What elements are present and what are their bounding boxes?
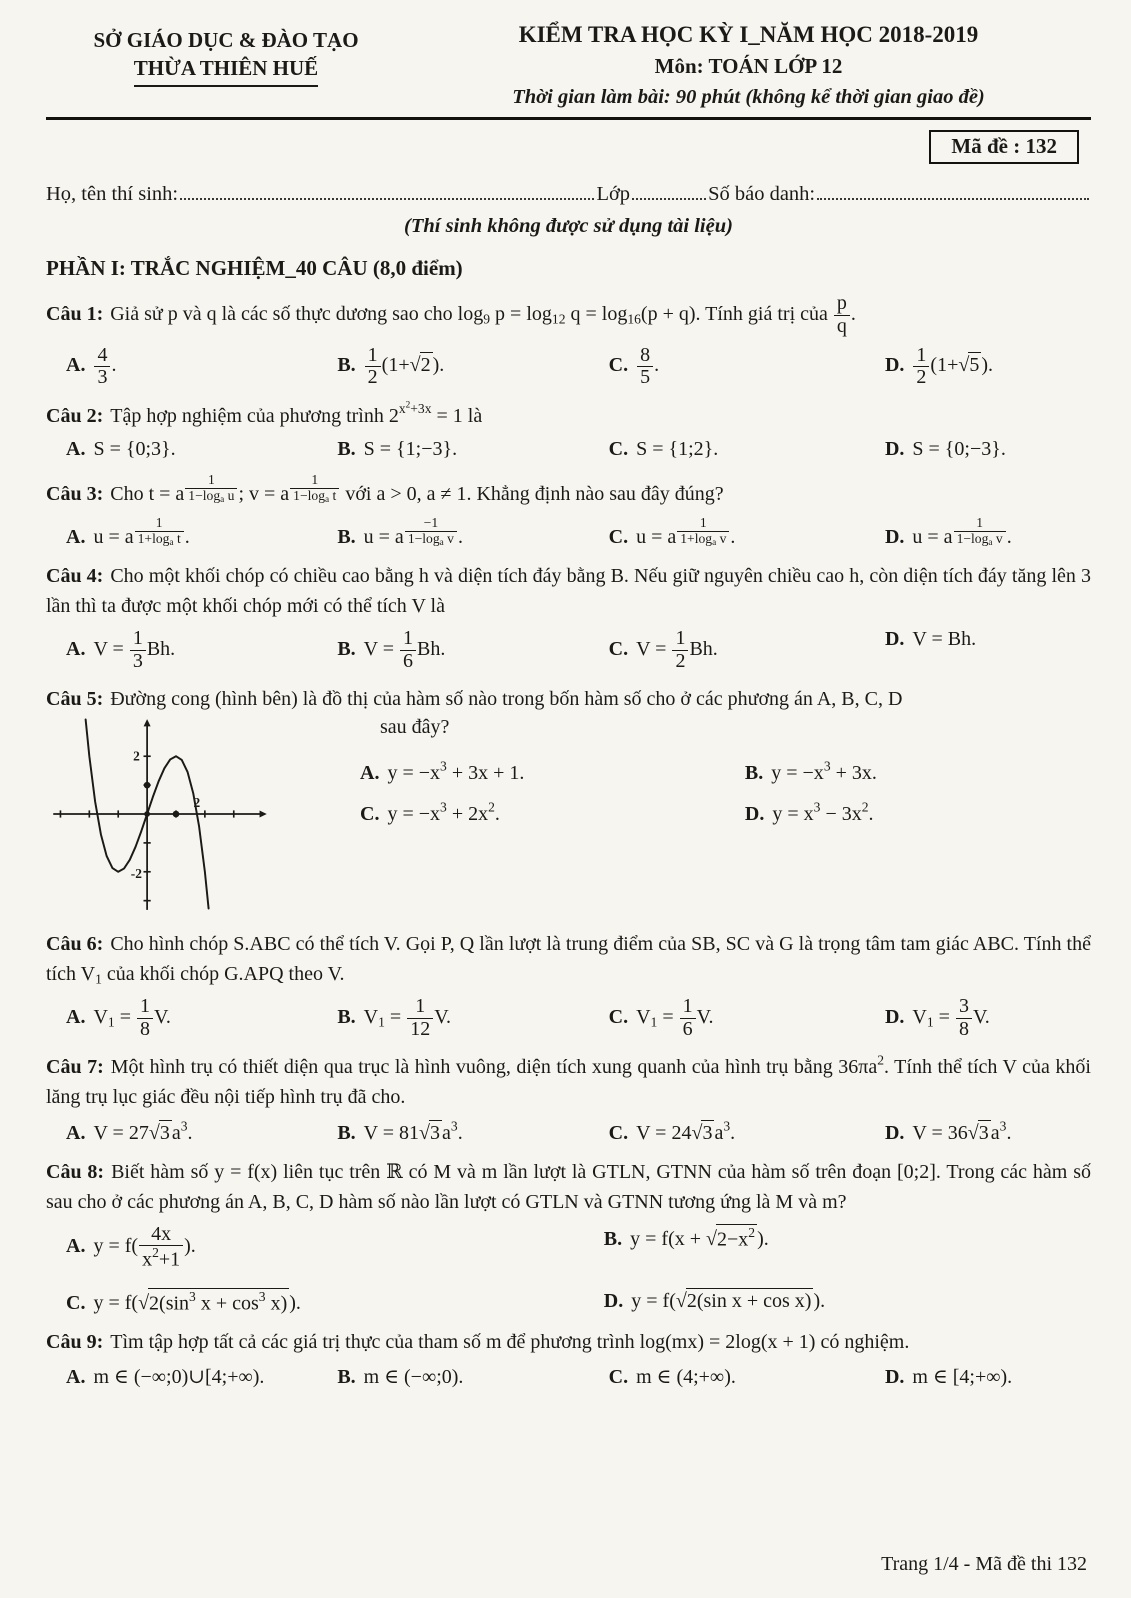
option-text: S = {1;−3}.	[363, 437, 458, 460]
option-letter: D.	[884, 1365, 905, 1388]
option-letter: A.	[66, 1121, 86, 1144]
student-name-field	[180, 178, 594, 201]
option-letter: A.	[66, 354, 86, 377]
question-text-continued: sau đây?	[380, 716, 450, 739]
option-text: $y = -x^3 + 3x$.	[771, 758, 877, 784]
exam-code-box: Mã đề : 132	[929, 130, 1079, 164]
question-number: Câu 4:	[46, 565, 104, 588]
question-number: Câu 6:	[46, 933, 104, 956]
option-a	[66, 1364, 327, 1389]
option-letter: C.	[608, 526, 629, 549]
option-a	[66, 996, 327, 1040]
option-text: $y = f(√2(\sin^3$ $x + \cos^3 x$) ).	[93, 1288, 301, 1314]
question-text: Cho t = a $^{\frac{1}{1-\log_a u}}$ ; v = a $^{\frac{1}{1-\log_a t}}$ với a > 0, a ≠ 1. Khẳng định nào sau đây đúng?	[110, 471, 724, 505]
option-letter: D.	[884, 354, 905, 377]
option-text: y = f( $\frac{4x}{x^2+1}$ ).	[93, 1222, 196, 1271]
option-a	[66, 345, 327, 389]
option-text: V = $\frac{1}{3}$ Bh.	[93, 627, 176, 672]
option-letter: C.	[608, 1121, 629, 1144]
option-text: V = 36√3 $a^3$.	[912, 1118, 1012, 1144]
option-letter: B.	[337, 1121, 356, 1144]
option-c	[360, 801, 735, 826]
option-text: $V_1$ = $\frac{1}{8}$ V.	[93, 995, 171, 1040]
question-text: Cho hình chóp S.ABC có thể tích V. Gọi P, Q lần lượt là trung điểm của SB, SC và G là trọng tâm tam giác ABC. Tính thể tích $V_1$ của khối chóp G.APQ theo V.	[46, 933, 1091, 987]
question-5	[46, 684, 1091, 917]
option-b	[337, 1364, 598, 1389]
question-text: Một hình trụ có thiết diện qua trục là hình vuông, diện tích xung quanh của hình trụ bằng $36\pi a^2$. Tính thể tích V của khối lăng trụ lục giác đều nội tiếp hình trụ đã cho.	[46, 1053, 1091, 1109]
part1-title: PHẦN I: TRẮC NGHIỆM_40 CÂU (8,0 điểm)	[46, 256, 463, 281]
option-text: m ∈ [4;+∞).	[912, 1365, 1013, 1388]
option-d	[604, 1288, 1091, 1313]
option-letter: B.	[744, 761, 764, 784]
answer-options	[46, 1224, 1091, 1315]
answer-options	[360, 759, 1091, 826]
option-b	[337, 345, 598, 389]
option-text: S = {0;−3}.	[912, 437, 1006, 460]
option-letter: B.	[337, 1005, 356, 1028]
option-d	[885, 438, 1091, 461]
option-d	[885, 628, 1091, 651]
option-b	[337, 628, 598, 672]
exam-subject: Môn: TOÁN LỚP 12	[654, 53, 843, 78]
question-text: Giả sử p và q là các số thực dương sao cho $\log_9 p = \log_{12} q = \log_{16}(p + q)$. Tính giá trị của $\frac{p}{q}$ .	[110, 292, 856, 337]
issuing-authority	[46, 14, 406, 87]
option-letter: A.	[66, 637, 86, 660]
option-text: $y = x^3 - 3x^2$.	[772, 799, 874, 826]
option-letter: B.	[337, 1365, 356, 1388]
option-text: V = 81√3 $a^3$.	[363, 1118, 463, 1144]
answer-options	[46, 1364, 1091, 1389]
student-name-label: Họ, tên thí sinh:	[46, 183, 179, 206]
option-letter: A.	[66, 1365, 86, 1388]
option-letter: C.	[608, 437, 629, 460]
option-letter: A.	[360, 761, 380, 784]
answer-options	[46, 516, 1091, 549]
option-letter: D.	[884, 1005, 905, 1028]
question-2	[46, 401, 1091, 461]
option-c	[609, 996, 875, 1040]
student-id-field	[817, 178, 1089, 201]
option-d	[885, 1119, 1091, 1144]
question-text: Cho một khối chóp có chiều cao bằng h và diện tích đáy bằng B. Nếu giữ nguyên chiều cao h, còn diện tích đáy tăng lên 3 lần thì ta được một khối chóp mới có thể tích V là	[46, 565, 1091, 618]
option-text: V = Bh.	[912, 628, 977, 651]
option-text: $V_1$ = $\frac{1}{6}$ V.	[636, 995, 714, 1040]
option-letter: A.	[66, 437, 86, 460]
exam-code-row	[46, 130, 1079, 164]
option-letter: A.	[66, 1005, 86, 1028]
authority-line2: THỪA THIÊN HUẾ	[134, 54, 318, 86]
cubic-curve-figure	[46, 716, 274, 912]
option-text: V = 24√3 $a^3$.	[636, 1118, 736, 1144]
option-letter: D.	[603, 1289, 624, 1312]
question-text: Tập hợp nghiệm của phương trình $2^{x^2+3x} = 1$ là	[110, 399, 483, 427]
option-c	[609, 516, 875, 549]
y-axis-label-2: 2	[133, 748, 140, 764]
option-text: S = {0;3}.	[93, 437, 176, 460]
question-number: Câu 8:	[46, 1160, 105, 1183]
option-letter: D.	[884, 628, 905, 651]
option-letter: C.	[608, 637, 629, 660]
option-a	[360, 759, 735, 784]
student-info-line	[46, 178, 1091, 207]
option-d	[745, 801, 1091, 826]
option-text: $\frac{1}{2}$ (1+√5 ).	[912, 354, 993, 376]
option-d	[885, 345, 1091, 389]
option-text: V = $\frac{1}{2}$ Bh.	[636, 627, 718, 672]
question-text: Biết hàm số y = f(x) liên tục trên ℝ có M và m lần lượt là GTLN, GTNN của hàm số trên đoạn [0;2]. Trong các hàm số sau cho ở các phương án A, B, C, D hàm số nào lần lượt có GTLN và GTNN tương ứng là M và m?	[46, 1160, 1091, 1213]
option-b	[337, 996, 598, 1040]
function-graph	[46, 716, 274, 917]
option-letter: B.	[337, 637, 356, 660]
option-d	[885, 516, 1091, 549]
exam-duration: Thời gian làm bài: 90 phút (không kể thời gian giao đề)	[512, 86, 985, 109]
question-text: Đường cong (hình bên) là đồ thị của hàm số nào trong bốn hàm số cho ở các phương án A, B, C, D	[110, 688, 903, 711]
x-axis-label-2: 2	[193, 795, 201, 811]
option-letter: D.	[884, 437, 905, 460]
option-c	[609, 1119, 875, 1144]
page-footer: Trang 1/4 - Mã đề thi 132	[881, 1553, 1087, 1575]
option-letter: A.	[66, 526, 86, 549]
option-text: $V_1$ = $\frac{3}{8}$ V.	[912, 995, 990, 1040]
option-text: m ∈ (4;+∞).	[636, 1365, 736, 1388]
option-text: S = {1;2}.	[636, 437, 719, 460]
origin-point	[144, 811, 150, 817]
option-text: V = 27√3 $a^3$.	[93, 1118, 193, 1144]
question-9	[46, 1327, 1091, 1389]
option-d	[885, 996, 1091, 1040]
option-a	[66, 1119, 327, 1144]
question-number: Câu 7:	[46, 1056, 104, 1079]
option-letter: B.	[603, 1228, 623, 1251]
option-a	[66, 516, 327, 549]
option-letter: B.	[337, 437, 356, 460]
option-b	[337, 516, 598, 549]
question-number: Câu 5:	[46, 688, 104, 711]
option-letter: D.	[884, 1121, 905, 1144]
option-c	[609, 345, 875, 389]
option-b	[337, 438, 598, 461]
option-text: $y = -x^3 + 3x + 1$.	[387, 758, 525, 784]
option-text: $\frac{4}{3}$ .	[93, 354, 116, 376]
point-x1	[173, 811, 180, 818]
option-letter: B.	[337, 526, 356, 549]
option-c	[66, 1288, 594, 1315]
student-class-label: Lớp	[596, 183, 631, 206]
option-text: m ∈ (−∞;0).	[363, 1365, 464, 1388]
exam-title: KIỂM TRA HỌC KỲ I_NĂM HỌC 2018-2019	[518, 22, 979, 47]
option-text: y = f(√2(sin x + cos x) ).	[631, 1289, 826, 1312]
question-3	[46, 473, 1091, 549]
option-a	[66, 1224, 594, 1272]
option-text: u = a $^{\frac{-1}{1-\log_a v}}$ .	[363, 514, 463, 549]
exam-title-block	[406, 14, 1091, 111]
header-divider	[46, 117, 1091, 120]
option-letter: D.	[744, 803, 765, 826]
point-y1	[144, 782, 151, 789]
answer-options	[46, 996, 1091, 1040]
option-letter: B.	[337, 354, 356, 377]
option-c	[609, 1364, 875, 1389]
option-c	[609, 628, 875, 672]
question-1	[46, 293, 1091, 388]
option-a	[66, 628, 327, 672]
option-b	[604, 1224, 1091, 1251]
option-letter: A.	[66, 1235, 86, 1258]
option-text: $y = -x^3 + 2x^2$.	[387, 799, 500, 826]
answer-options	[46, 628, 1091, 672]
question-8	[46, 1157, 1091, 1315]
option-b	[337, 1119, 598, 1144]
option-text: $\frac{8}{5}$ .	[636, 354, 659, 376]
option-text: $\frac{1}{2}$ (1+√2 ).	[364, 354, 445, 376]
option-letter: C.	[608, 1005, 629, 1028]
option-text: $y = f(x + √2-x^2$ ).	[630, 1224, 769, 1251]
option-d	[885, 1364, 1091, 1389]
option-letter: C.	[66, 1291, 86, 1314]
y-axis-label-neg2: -2	[130, 866, 142, 882]
question-7	[46, 1052, 1091, 1144]
question-6	[46, 929, 1091, 1040]
option-b	[745, 759, 1091, 784]
question-number: Câu 9:	[46, 1330, 104, 1353]
option-letter: C.	[360, 803, 380, 826]
exam-note: (Thí sinh không được sử dụng tài liệu)	[404, 215, 733, 238]
question-4	[46, 561, 1091, 672]
option-text: u = a $^{\frac{1}{1-\log_a v}}$ .	[912, 514, 1012, 549]
option-text: u = a $^{\frac{1}{1+\log_a t}}$ .	[93, 514, 190, 549]
question-number: Câu 1:	[46, 303, 104, 326]
option-letter: C.	[608, 1365, 629, 1388]
question-number: Câu 2:	[46, 404, 104, 427]
option-text: m ∈ (−∞;0)∪[4;+∞).	[93, 1365, 265, 1388]
y-axis-arrow	[144, 719, 151, 726]
option-text: $V_1$ = $\frac{1}{12}$ V.	[363, 995, 452, 1040]
answer-options	[46, 438, 1091, 461]
answer-options	[46, 1119, 1091, 1144]
student-id-label: Số báo danh:	[708, 183, 816, 206]
question-text: Tìm tập hợp tất cả các giá trị thực của tham số m để phương trình log(mx) = 2log(x + 1) có nghiệm.	[110, 1330, 910, 1353]
answer-options	[46, 345, 1091, 389]
option-text: u = a $^{\frac{1}{1+\log_a v}}$ .	[636, 514, 736, 549]
exam-header	[46, 14, 1091, 111]
student-class-field	[632, 178, 706, 201]
option-c	[609, 438, 875, 461]
x-axis-arrow	[260, 811, 267, 818]
question-number: Câu 3:	[46, 482, 104, 505]
option-a	[66, 438, 327, 461]
option-text: V = $\frac{1}{6}$ Bh.	[363, 627, 446, 672]
option-letter: C.	[608, 354, 629, 377]
authority-line1: SỞ GIÁO DỤC & ĐÀO TẠO	[93, 28, 359, 52]
option-letter: D.	[884, 526, 905, 549]
